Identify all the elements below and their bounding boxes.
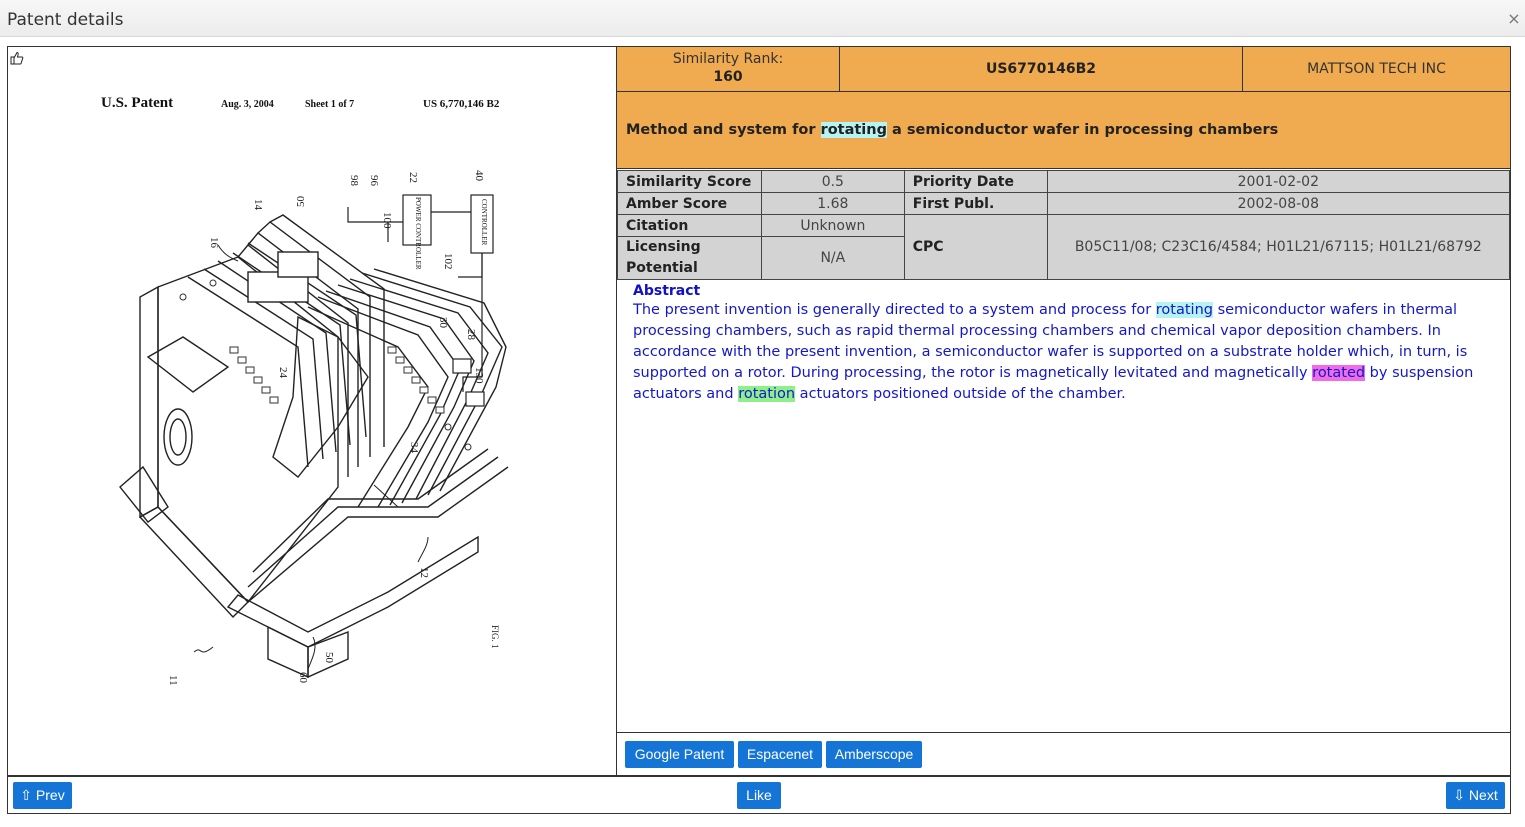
close-icon[interactable]: × (1507, 9, 1521, 28)
abstract-text-part: actuators positioned outside of the chamber. (795, 386, 1126, 402)
ref-label: 50 (323, 652, 335, 663)
ref-label: 24 (277, 367, 289, 378)
drawing-header-number: US 6,770,146 B2 (423, 98, 500, 110)
similarity-rank-cell (617, 47, 840, 91)
cpc-label: CPC (904, 215, 1047, 280)
ref-label: 28 (465, 329, 477, 340)
prev-button[interactable]: ⇧ Prev (13, 782, 72, 809)
dialog-titlebar (0, 0, 1525, 37)
thumbs-up-icon[interactable] (10, 51, 24, 65)
patent-details-panel (616, 46, 1511, 776)
patent-title-row (617, 92, 1510, 169)
drawing-header-date: Aug. 3, 2004 (221, 99, 274, 110)
ref-label: 50 (295, 196, 307, 207)
abstract-text-part: by suspension actuators and (633, 365, 1474, 402)
navigation-bar (7, 776, 1511, 814)
patent-drawing-sheet (8, 47, 616, 775)
abstract-text-part: semiconductor wafers in thermal processing chambers, such as rapid thermal processing chambers and chemical vapor deposition chambers. In accordance with the present invention, a semiconductor wafer is supported on a substrate holder which, in turn, is supported on a rotor. During processing, the rotor is magnetically levitated and magnetically (633, 302, 1468, 381)
amber-score-value: 1.68 (761, 193, 904, 215)
ref-label: 60 (297, 672, 309, 683)
first-publ-value: 2002-08-08 (1047, 193, 1509, 215)
like-button[interactable]: Like (737, 782, 781, 809)
patent-number: US6770146B2 (840, 47, 1243, 91)
patent-header-row (617, 47, 1510, 92)
priority-date-label: Priority Date (904, 171, 1047, 193)
ref-label: 16 (208, 237, 220, 248)
ref-label: 100 (381, 212, 393, 229)
patent-drawing-panel (7, 46, 617, 776)
assignee-name: MATTSON TECH INC (1307, 61, 1446, 77)
abstract-highlight: rotated (1312, 365, 1366, 381)
ref-label: 11 (167, 675, 179, 686)
table-row (618, 193, 1510, 215)
ref-label: 30 (437, 317, 449, 328)
ref-label: 22 (407, 172, 419, 183)
patent-title-pre: Method and system for (626, 122, 821, 138)
ref-label: 40 (473, 170, 485, 181)
ref-label: 98 (348, 175, 360, 186)
first-publ-label: First Publ. (904, 193, 1047, 215)
licensing-potential-value: N/A (761, 237, 904, 280)
amber-score-label: Amber Score (618, 193, 762, 215)
ref-label: 130 (473, 367, 485, 384)
abstract-text (633, 300, 1501, 405)
ref-label: 34 (408, 442, 420, 453)
ref-label: 12 (418, 567, 430, 578)
similarity-rank-label: Similarity Rank: (672, 51, 784, 67)
citation-value: Unknown (761, 215, 904, 237)
abstract-heading: Abstract (633, 283, 701, 299)
google-patent-button[interactable]: Google Patent (625, 741, 734, 768)
patent-info-table (617, 170, 1510, 280)
amberscope-button[interactable]: Amberscope (826, 741, 922, 768)
chamber-drawing (120, 215, 508, 677)
table-row (618, 171, 1510, 193)
drawing-header-left: U.S. Patent (101, 95, 174, 111)
citation-label: Citation (618, 215, 762, 237)
ref-label: 96 (368, 175, 380, 186)
drawing-header-sheet: Sheet 1 of 7 (305, 99, 355, 110)
abstract-text-part: The present invention is generally directed to a system and process for (633, 302, 1156, 318)
fig-label: FIG. 1 (490, 625, 500, 649)
patent-title-post: a semiconductor wafer in processing chambers (886, 122, 1279, 138)
abstract-highlight: rotation (738, 386, 796, 402)
table-row (618, 215, 1510, 237)
patent-title-highlight: rotating (820, 122, 887, 138)
power-controller-label: POWER CONTROLLER (414, 197, 422, 270)
similarity-score-value: 0.5 (761, 171, 904, 193)
ref-label: 102 (442, 253, 454, 270)
similarity-rank-value: 160 (713, 69, 743, 85)
ref-label: 14 (252, 199, 264, 210)
priority-date-value: 2001-02-02 (1047, 171, 1509, 193)
espacenet-button[interactable]: Espacenet (738, 741, 822, 768)
external-links-bar (617, 732, 1510, 775)
abstract-section (633, 283, 1501, 405)
dialog-title: Patent details (7, 10, 124, 30)
cpc-value: B05C11/08; C23C16/4584; H01L21/67115; H01L21/68792 (1047, 215, 1509, 280)
controller-label: CONTROLLER (480, 199, 488, 246)
similarity-score-label: Similarity Score (618, 171, 762, 193)
licensing-potential-label: Licensing Potential (618, 237, 762, 280)
patent-title (626, 122, 1278, 138)
abstract-highlight: rotating (1155, 302, 1213, 318)
next-button[interactable]: ⇩ Next (1446, 782, 1505, 809)
